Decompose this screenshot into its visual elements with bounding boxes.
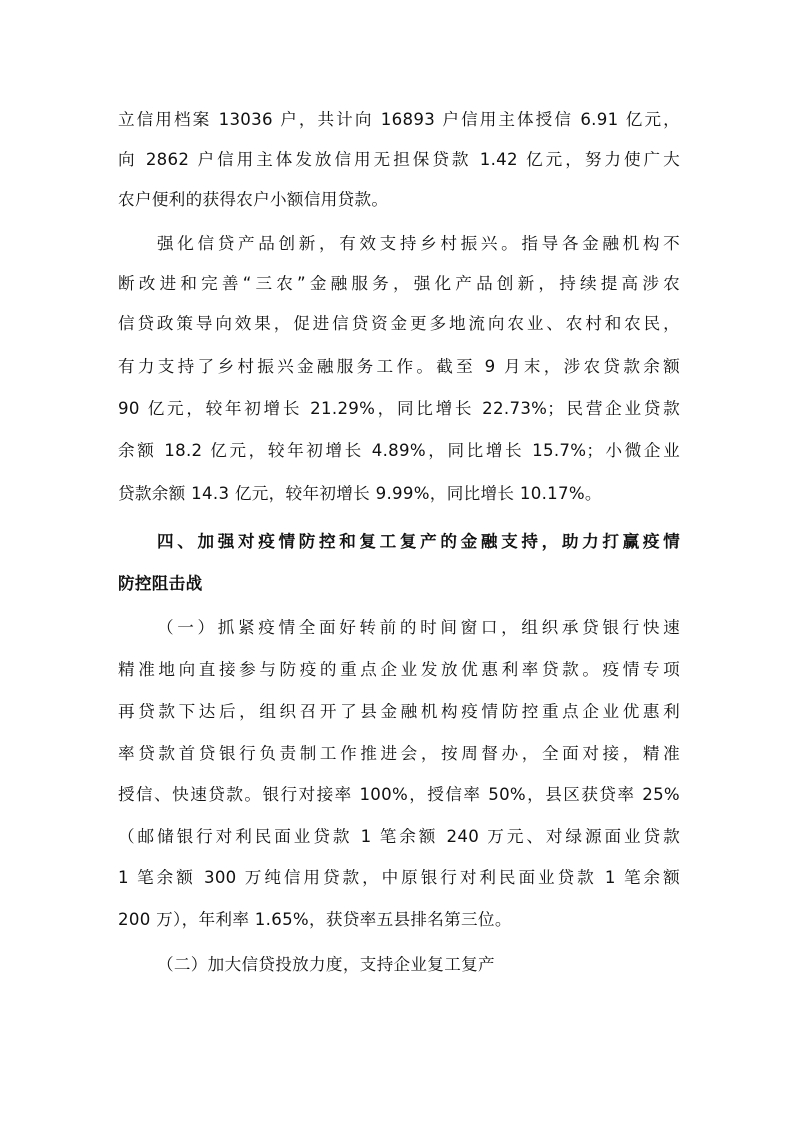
body-line: 断改进和完善“三农”金融服务，强化产品创新，持续提高涉农 [118,274,680,293]
body-line: （邮储银行对利民面业贷款 1 笔余额 240 万元、对绿源面业贷款 [118,827,680,846]
section-heading-continued: 防控阻击战 [118,574,203,593]
paragraph-first-line: （一）抓紧疫情全面好转前的时间窗口，组织承贷银行快速 [157,618,680,637]
paragraph-first-line: 强化信贷产品创新，有效支持乡村振兴。指导各金融机构不 [157,234,680,253]
body-line: 授信、快速贷款。银行对接率 100%，授信率 50%，县区获贷率 25% [118,785,680,804]
body-line: 余额 18.2 亿元，较年初增长 4.89%，同比增长 15.7%；小微企业 [118,441,680,460]
section-heading: 四、加强对疫情防控和复工复产的金融支持，助力打赢疫情 [157,532,680,551]
body-line: 立信用档案 13036 户，共计向 16893 户信用主体授信 6.91 亿元， [118,110,680,129]
body-line: 再贷款下达后，组织召开了县金融机构疫情防控重点企业优惠利 [118,702,680,721]
body-line: 贷款余额 14.3 亿元，较年初增长 9.99%，同比增长 10.17%。 [118,484,602,503]
body-line: 1 笔余额 300 万纯信用贷款，中原银行对利民面业贷款 1 笔余额 [118,868,680,887]
body-line: 有力支持了乡村振兴金融服务工作。截至 9 月末，涉农贷款余额 [118,357,680,376]
body-line: 200 万），年利率 1.65%，获贷率五县排名第三位。 [118,910,512,929]
body-line: 农户便利的获得农户小额信用贷款。 [118,190,389,209]
body-line: 90 亿元，较年初增长 21.29%，同比增长 22.73%；民营企业贷款 [118,399,680,418]
body-line: 向 2862 户信用主体发放信用无担保贷款 1.42 亿元，努力使广大 [118,150,680,169]
body-line: 信贷政策导向效果，促进信贷资金更多地流向农业、农村和农民， [118,314,680,333]
body-line: 率贷款首贷银行负责制工作推进会，按周督办，全面对接，精准 [118,744,680,763]
body-line: 精准地向直接参与防疫的重点企业发放优惠利率贷款。疫情专项 [118,660,680,679]
paragraph-first-line: （二）加大信贷投放力度，支持企业复工复产 [157,955,495,974]
